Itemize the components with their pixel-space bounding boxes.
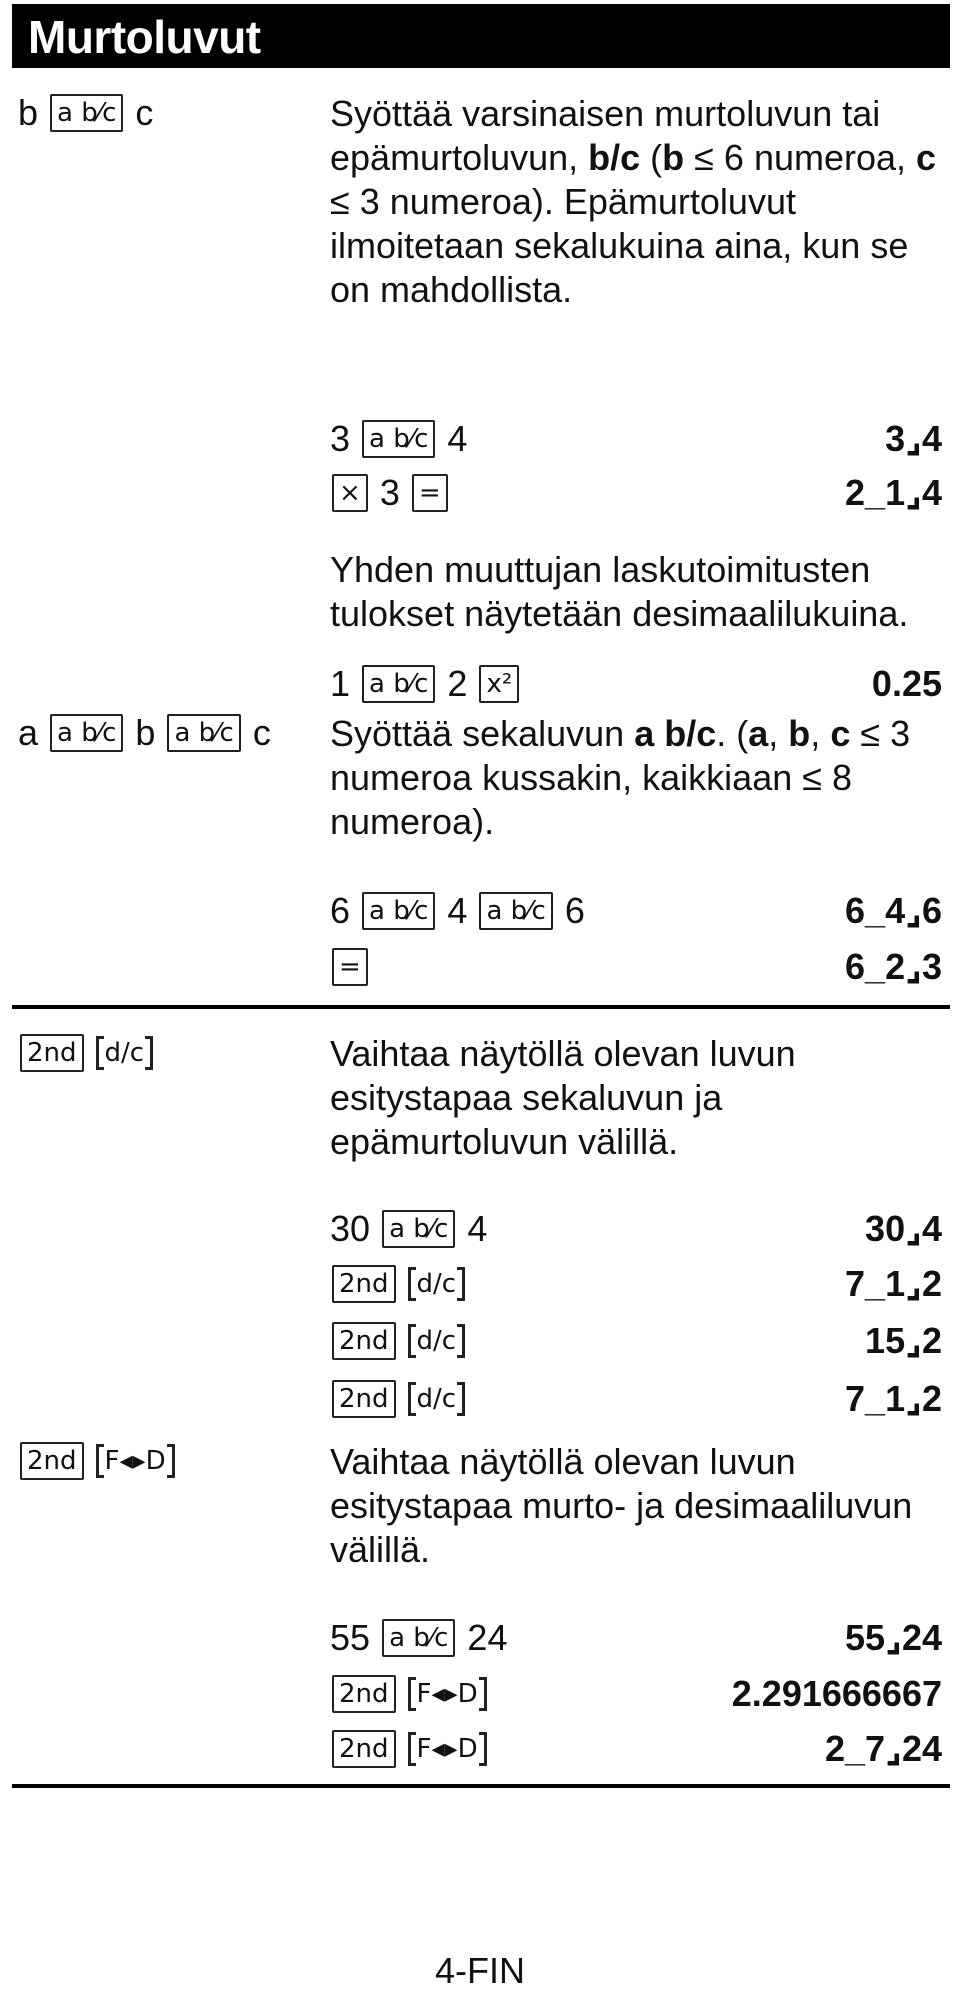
display-result: 7_1⌟2 bbox=[845, 1263, 942, 1304]
key-sequence-mixed: a a b⁄c b a b⁄c c bbox=[18, 712, 271, 753]
fd-description: Vaihtaa näytöllä olevan luvun esitystapaa murto- ja desimaaliluvun välillä. bbox=[330, 1441, 913, 1570]
dc-function-key: d/c bbox=[408, 1324, 466, 1358]
abc-key: a b⁄c bbox=[167, 714, 240, 752]
example-row bbox=[330, 1725, 942, 1773]
second-key: 2nd bbox=[332, 1322, 396, 1360]
display-result: 2.291666667 bbox=[731, 1673, 942, 1714]
key-sequence-dc bbox=[18, 1032, 153, 1074]
example-row bbox=[330, 1375, 942, 1423]
display-result: 0.25 bbox=[871, 663, 942, 704]
example-row: × 3 = 2_1⌟4 bbox=[330, 469, 942, 517]
key-label: c bbox=[135, 92, 154, 133]
example-row: 1 a b⁄c 2 x² 0.25 bbox=[330, 660, 942, 708]
second-key: 2nd bbox=[332, 1380, 396, 1418]
fd-function-key: F◂▸D bbox=[408, 1732, 487, 1766]
dc-description: Vaihtaa näytöllä olevan luvun esitystapaa sekaluvun ja epämurtoluvun välillä. bbox=[330, 1033, 796, 1162]
display-result: 30⌟4 bbox=[865, 1208, 942, 1249]
dc-function-key: d/c bbox=[96, 1036, 154, 1070]
second-key: 2nd bbox=[332, 1675, 396, 1713]
example-row bbox=[330, 1670, 942, 1718]
abc-key: a b⁄c bbox=[382, 1619, 455, 1657]
display-result: 15⌟2 bbox=[865, 1320, 942, 1361]
dc-function-key: d/c bbox=[408, 1267, 466, 1301]
equals-key: = bbox=[412, 474, 448, 512]
display-result: 6_2⌟3 bbox=[845, 946, 942, 987]
second-key: 2nd bbox=[332, 1265, 396, 1303]
display-result: 7_1⌟2 bbox=[845, 1378, 942, 1419]
times-key: × bbox=[332, 474, 368, 512]
example-row bbox=[330, 1317, 942, 1365]
equals-key: = bbox=[332, 948, 368, 986]
fd-function-key: F◂▸D bbox=[408, 1677, 487, 1711]
x-squared-key: x² bbox=[479, 665, 519, 703]
second-key: 2nd bbox=[20, 1034, 84, 1072]
mixed-description: Syöttää sekaluvun a b/c. (a, b, c ≤ 3 numeroa kussakin, kaikkiaan ≤ 8 numeroa). bbox=[330, 713, 911, 842]
fd-function-key: F◂▸D bbox=[96, 1444, 175, 1478]
note-text: Yhden muuttujan laskutoimitusten tulokset näytetään desimaalilukuina. bbox=[330, 549, 909, 634]
abc-key: a b⁄c bbox=[479, 892, 552, 930]
example-row: 30 a b⁄c 4 30⌟4 bbox=[330, 1205, 942, 1253]
section-divider bbox=[12, 1005, 950, 1009]
display-result: 2_7⌟24 bbox=[825, 1728, 942, 1769]
example-row: 55 a b⁄c 24 55⌟24 bbox=[330, 1614, 942, 1662]
example-row bbox=[330, 1260, 942, 1308]
abc-key: a b⁄c bbox=[50, 94, 123, 132]
second-key: 2nd bbox=[20, 1442, 84, 1480]
display-result: 3⌟4 bbox=[885, 418, 942, 459]
fraction-description: Syöttää varsinaisen murtoluvun tai epämurtoluvun, b/c (b ≤ 6 numeroa, c ≤ 3 numeroa). Epämurtoluvut ilmoitetaan sekalukuina aina, kun se on mahdollista. bbox=[330, 93, 937, 310]
display-result: 2_1⌟4 bbox=[845, 472, 942, 513]
example-row bbox=[330, 943, 942, 991]
abc-key: a b⁄c bbox=[382, 1210, 455, 1248]
page-title: Murtoluvut bbox=[12, 4, 950, 68]
display-result: 6_4⌟6 bbox=[845, 890, 942, 931]
example-row: 3 a b⁄c 4 3⌟4 bbox=[330, 415, 942, 463]
abc-key: a b⁄c bbox=[362, 892, 435, 930]
key-sequence-fraction bbox=[18, 92, 153, 134]
abc-key: a b⁄c bbox=[50, 714, 123, 752]
page-number: 4-FIN bbox=[435, 1950, 525, 1991]
abc-key: a b⁄c bbox=[362, 665, 435, 703]
example-row: 6 a b⁄c 4 a b⁄c 6 6_4⌟6 bbox=[330, 887, 942, 935]
section-divider bbox=[12, 1784, 950, 1788]
key-label: b bbox=[18, 92, 39, 133]
abc-key: a b⁄c bbox=[362, 420, 435, 458]
dc-function-key: d/c bbox=[408, 1382, 466, 1416]
key-sequence-fd bbox=[18, 1440, 175, 1482]
display-result: 55⌟24 bbox=[845, 1617, 942, 1658]
second-key: 2nd bbox=[332, 1730, 396, 1768]
